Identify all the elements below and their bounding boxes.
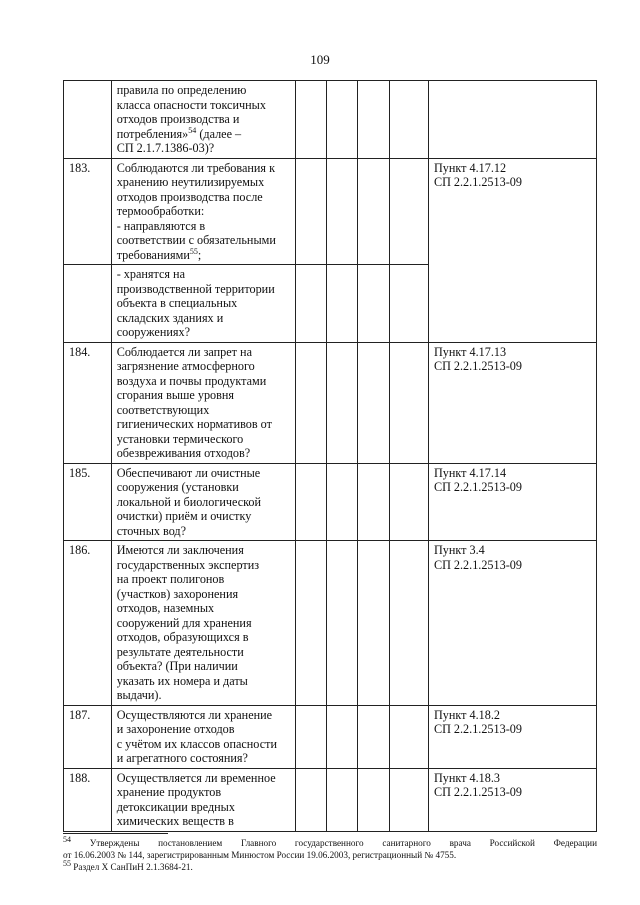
reference-cell	[428, 81, 596, 159]
footnote-54: $^{54}$ Утверждены постановлением Главного государственного санитарного врача Российской Федерации	[63, 834, 598, 848]
row-number: 188.	[64, 768, 112, 831]
question-cell: - хранятся на производственной территории объекта в специальных складских зданиях и сооружениях?	[111, 265, 296, 343]
answer-cell-na[interactable]	[358, 541, 389, 706]
question-cell: Обеспечивают ли очистные сооружения (установки локальной и биологической очистки) приём и очистку сточных вод?	[111, 463, 296, 541]
footnote-mark: 55	[63, 858, 71, 868]
table-row	[64, 463, 597, 541]
answer-cell-yes[interactable]	[296, 81, 327, 159]
row-number	[64, 81, 112, 159]
answer-cell-yes[interactable]	[296, 768, 327, 831]
row-number: 185.	[64, 463, 112, 541]
row-number: 187.	[64, 705, 112, 768]
answer-cell-na[interactable]	[358, 265, 389, 343]
answer-cell-note[interactable]	[389, 265, 428, 343]
answer-cell-no[interactable]	[327, 768, 358, 831]
answer-cell-no[interactable]	[327, 342, 358, 463]
answer-cell-no[interactable]	[327, 81, 358, 159]
answer-cell-no[interactable]	[327, 158, 358, 265]
checklist-table	[63, 80, 597, 832]
answer-cell-na[interactable]	[358, 81, 389, 159]
answer-cell-note[interactable]	[389, 81, 428, 159]
reference-cell: Пункт 4.18.2 СП 2.2.1.2513-09	[428, 705, 596, 768]
table-row	[64, 342, 597, 463]
row-number: 186.	[64, 541, 112, 706]
answer-cell-yes[interactable]	[296, 705, 327, 768]
question-cell: Соблюдается ли запрет на загрязнение атмосферного воздуха и почвы продуктами сгорания выше уровня соответствующих гигиенических нормативов от установки термического обезвреживания отходов?	[111, 342, 296, 463]
answer-cell-note[interactable]	[389, 541, 428, 706]
question-cell: Соблюдаются ли требования к хранению неутилизируемых отходов производства после термообработки: - направляются в соответствии с обязательными требованиями$^{55}$;	[111, 158, 296, 265]
answer-cell-na[interactable]	[358, 705, 389, 768]
reference-cell: Пункт 4.18.3 СП 2.2.1.2513-09	[428, 768, 596, 831]
answer-cell-yes[interactable]	[296, 463, 327, 541]
table-row	[64, 158, 597, 265]
question-cell: Осуществляется ли временное хранение продуктов детоксикации вредных химических веществ в	[111, 768, 296, 831]
answer-cell-note[interactable]	[389, 463, 428, 541]
footnote-54-cont: от 16.06.2003 № 144, зарегистрированным Минюстом России 19.06.2003, регистрационный № 4755.	[63, 850, 457, 860]
answer-cell-yes[interactable]	[296, 265, 327, 343]
reference-cell: Пункт 4.17.12 СП 2.2.1.2513-09	[428, 158, 596, 342]
footnote-ref: 54	[188, 125, 197, 135]
footnotes	[63, 833, 597, 873]
answer-cell-na[interactable]	[358, 158, 389, 265]
answer-cell-note[interactable]	[389, 705, 428, 768]
answer-cell-no[interactable]	[327, 541, 358, 706]
footnote-55: $^{55}$ Раздел X СанПиН 2.1.3684-21.	[63, 858, 193, 872]
answer-cell-no[interactable]	[327, 463, 358, 541]
footnote-mark: 54	[63, 834, 71, 844]
table-row	[64, 81, 597, 159]
reference-cell: Пункт 4.17.13 СП 2.2.1.2513-09	[428, 342, 596, 463]
answer-cell-no[interactable]	[327, 705, 358, 768]
row-number: 184.	[64, 342, 112, 463]
answer-cell-yes[interactable]	[296, 342, 327, 463]
reference-cell: Пункт 4.17.14 СП 2.2.1.2513-09	[428, 463, 596, 541]
table-row	[64, 705, 597, 768]
question-cell: Имеются ли заключения государственных экспертиз на проект полигонов (участков) захоронения отходов, наземных сооружений для хранения отходов, образующихся в результате деятельности объекта? (При наличии указать их номера и даты выдачи).	[111, 541, 296, 706]
reference-cell: Пункт 3.4 СП 2.2.1.2513-09	[428, 541, 596, 706]
answer-cell-na[interactable]	[358, 768, 389, 831]
answer-cell-no[interactable]	[327, 265, 358, 343]
table-row	[64, 768, 597, 831]
question-cell: правила по определению класса опасности токсичных отходов производства и потребления»$^{54}$ (далее – СП 2.1.7.1386-03)?	[111, 81, 296, 159]
answer-cell-yes[interactable]	[296, 158, 327, 265]
answer-cell-note[interactable]	[389, 768, 428, 831]
answer-cell-na[interactable]	[358, 342, 389, 463]
page-number: 109	[310, 52, 330, 67]
footnote-ref: 55	[189, 246, 198, 256]
answer-cell-yes[interactable]	[296, 541, 327, 706]
question-cell: Осуществляются ли хранение и захоронение отходов с учётом их классов опасности и агрегатного состояния?	[111, 705, 296, 768]
row-number: 183.	[64, 158, 112, 265]
row-number	[64, 265, 112, 343]
answer-cell-note[interactable]	[389, 158, 428, 265]
table-row	[64, 541, 597, 706]
answer-cell-note[interactable]	[389, 342, 428, 463]
answer-cell-na[interactable]	[358, 463, 389, 541]
footnote-divider	[63, 833, 168, 834]
